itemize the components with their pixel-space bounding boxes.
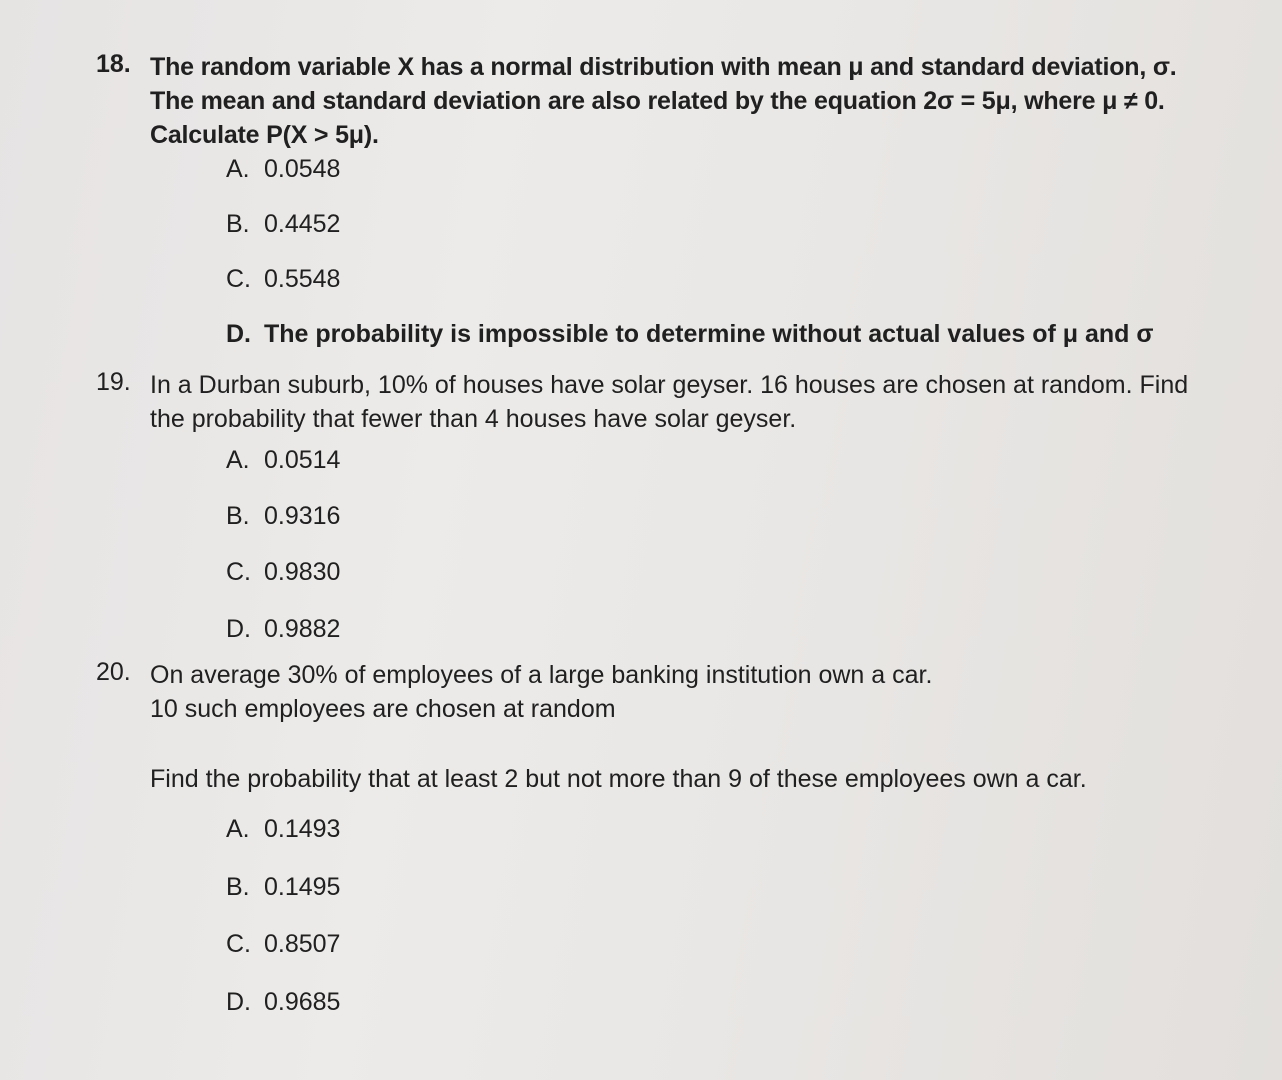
option-d xyxy=(226,988,340,1017)
option-label: D. xyxy=(226,320,251,348)
option-label: D. xyxy=(226,988,251,1016)
option-text: 0.1493 xyxy=(264,815,341,843)
option-a xyxy=(226,446,340,475)
option-a xyxy=(226,815,340,844)
question-number: 19. xyxy=(96,368,131,396)
option-text: 0.8507 xyxy=(264,930,341,958)
option-label: A. xyxy=(226,815,250,843)
option-text: 0.1495 xyxy=(264,873,341,901)
question-text xyxy=(150,368,1260,436)
option-text: 0.9685 xyxy=(264,988,341,1016)
option-label: C. xyxy=(226,265,251,293)
question-text xyxy=(150,658,1260,796)
question-line: 10 such employees are chosen at random xyxy=(150,695,616,723)
option-c xyxy=(226,930,340,959)
option-label: C. xyxy=(226,930,251,958)
question-line: Find the probability that at least 2 but not more than 9 of these employees own a car. xyxy=(150,765,1087,793)
option-label: D. xyxy=(226,615,251,643)
option-label: B. xyxy=(226,210,250,238)
question-line: The random variable X has a normal distribution with mean μ and standard deviation, σ. xyxy=(150,53,1177,81)
question-line: In a Durban suburb, 10% of houses have solar geyser. 16 houses are chosen at random. Find xyxy=(150,371,1189,399)
option-label: A. xyxy=(226,155,250,183)
option-d xyxy=(226,320,1153,349)
option-label: B. xyxy=(226,502,250,530)
option-b xyxy=(226,873,340,902)
option-text: 0.4452 xyxy=(264,210,341,238)
question-line: Calculate P(X > 5μ). xyxy=(150,121,379,149)
option-text: 0.9830 xyxy=(264,558,341,586)
option-text: 0.0514 xyxy=(264,446,341,474)
option-b xyxy=(226,502,340,531)
question-number: 18. xyxy=(96,50,131,78)
option-label: A. xyxy=(226,446,250,474)
option-label: B. xyxy=(226,873,250,901)
option-label: C. xyxy=(226,558,251,586)
option-text: The probability is impossible to determine without actual values of μ and σ xyxy=(264,320,1154,348)
option-d xyxy=(226,615,340,644)
option-text: 0.5548 xyxy=(264,265,341,293)
option-c xyxy=(226,265,340,294)
option-c xyxy=(226,558,340,587)
option-b xyxy=(226,210,340,239)
option-text: 0.9316 xyxy=(264,502,341,530)
question-number: 20. xyxy=(96,658,131,686)
question-text xyxy=(150,50,1260,152)
question-line: The mean and standard deviation are also related by the equation 2σ = 5μ, where μ ≠ 0. xyxy=(150,87,1165,115)
option-text: 0.0548 xyxy=(264,155,341,183)
option-text: 0.9882 xyxy=(264,615,341,643)
question-line: the probability that fewer than 4 houses have solar geyser. xyxy=(150,405,797,433)
question-line: On average 30% of employees of a large banking institution own a car. xyxy=(150,661,933,689)
option-a xyxy=(226,155,340,184)
